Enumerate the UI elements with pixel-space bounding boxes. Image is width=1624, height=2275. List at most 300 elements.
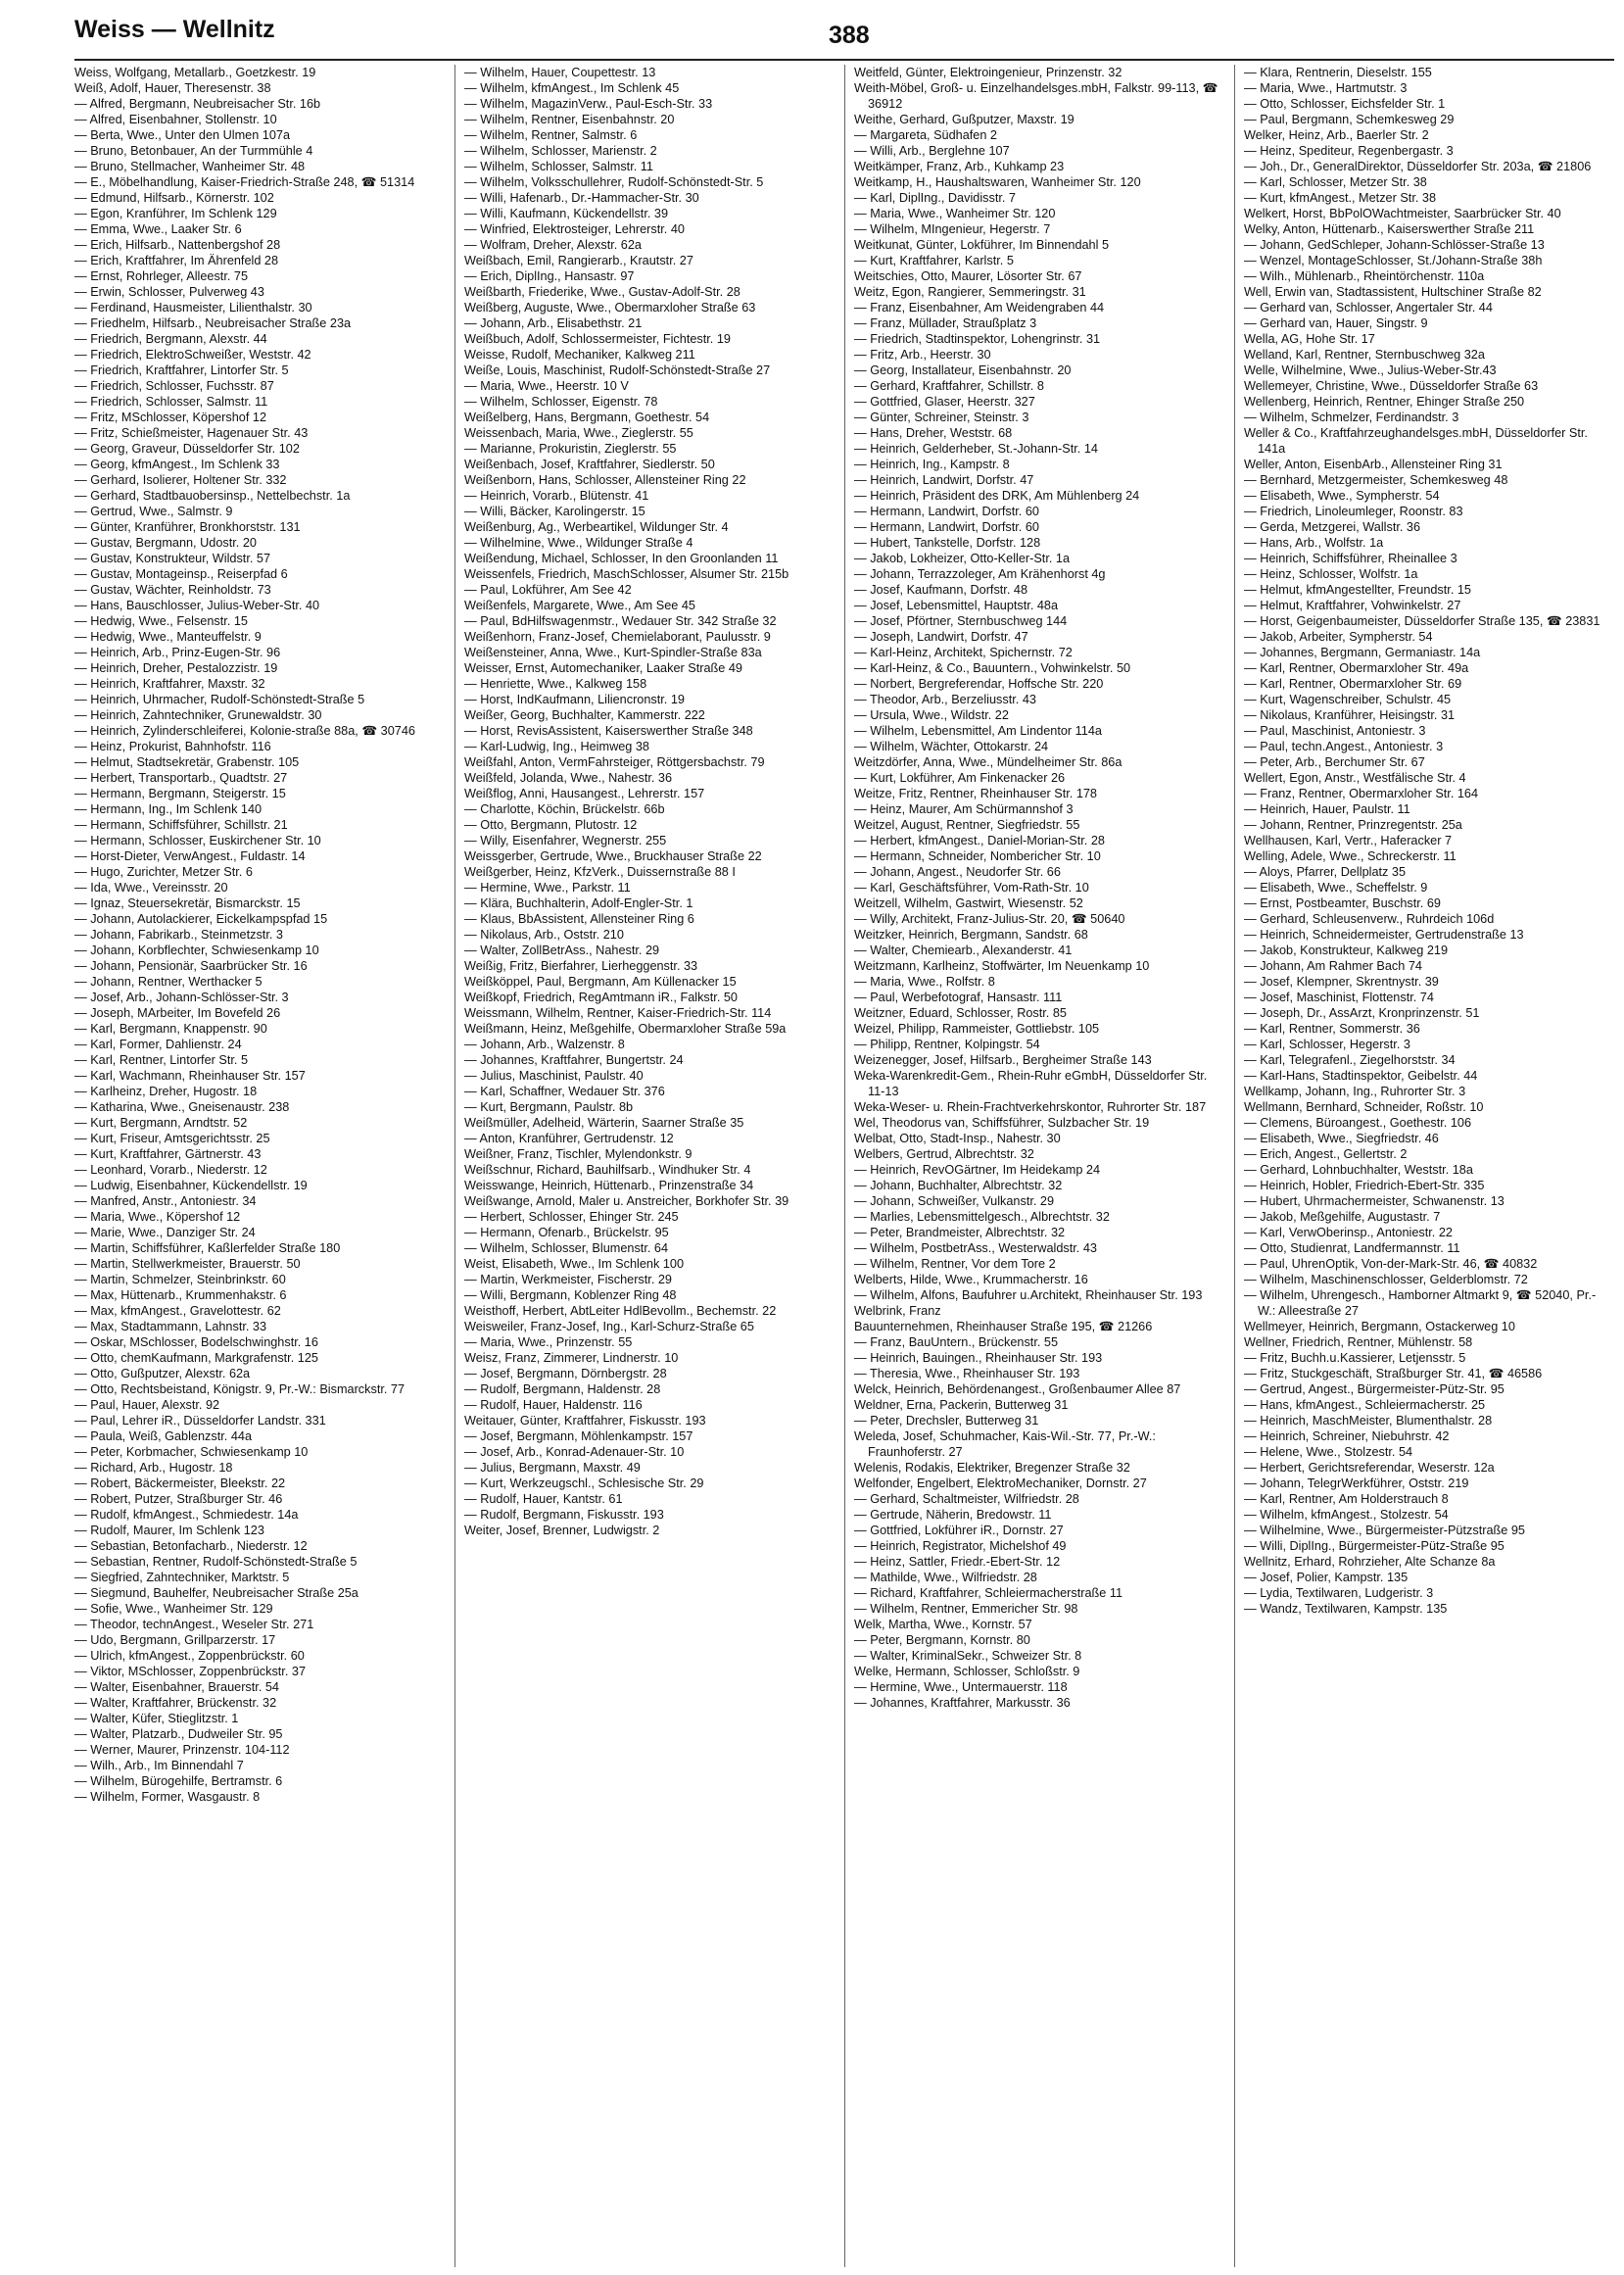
directory-entry: — Erich, Angest., Gellertstr. 2 — [1244, 1147, 1408, 1161]
directory-entry: Weißberg, Auguste, Wwe., Obermarxloher Straße 63 — [464, 301, 756, 315]
directory-entry: — Gustav, Konstrukteur, Wildstr. 57 — [74, 552, 271, 565]
directory-entry: — Heinrich, Schneidermeister, Gertrudenstraße 13 — [1244, 928, 1524, 942]
directory-entry: Welling, Adele, Wwe., Schreckerstr. 11 — [1244, 849, 1457, 863]
directory-entry: — Heinrich, MaschMeister, Blumenthalstr. 28 — [1244, 1414, 1493, 1428]
directory-entry: — Viktor, MSchlosser, Zoppenbrückstr. 37 — [74, 1665, 306, 1678]
directory-entry: Weka-Weser- u. Rhein-Frachtverkehrskontor, Ruhrorter Str. 187 — [854, 1100, 1207, 1114]
directory-entry: — Rudolf, kfmAngest., Schmiedestr. 14a — [74, 1508, 299, 1522]
directory-entry: — Johann, Arb., Walzenstr. 8 — [464, 1038, 625, 1051]
directory-entry: — Gottfried, Glaser, Heerstr. 327 — [854, 395, 1035, 409]
directory-entry: — Paul, BdHilfswagenmstr., Wedauer Str. 342 Straße 32 — [464, 614, 777, 628]
directory-entry: — Otto, Bergmann, Plutostr. 12 — [464, 818, 638, 832]
directory-entry: — Kurt, Kraftfahrer, Gärtnerstr. 43 — [74, 1147, 262, 1161]
directory-entry: — Willi, Bäcker, Karolingerstr. 15 — [464, 505, 645, 518]
directory-entry: — Paul, Lehrer iR., Düsseldorfer Landstr. 331 — [74, 1414, 326, 1428]
directory-entry: Weitzel, August, Rentner, Siegfriedstr. 55 — [854, 818, 1080, 832]
directory-entry: — Johann, Rentner, Prinzregentstr. 25a — [1244, 818, 1462, 832]
directory-entry: — Werner, Maurer, Prinzenstr. 104-112 — [74, 1743, 290, 1757]
directory-entry: — Richard, Kraftfahrer, Schleiermacherstraße 11 — [854, 1586, 1123, 1600]
directory-entry: Weißfahl, Anton, VermFahrsteiger, Röttgersbachstr. 79 — [464, 755, 765, 769]
directory-entry: — Paula, Weiß, Gablenzstr. 44a — [74, 1429, 253, 1443]
directory-entry: — Theodor, technAngest., Weseler Str. 271 — [74, 1618, 314, 1631]
directory-entry: — Rudolf, Hauer, Kantstr. 61 — [464, 1492, 623, 1506]
page-header — [74, 14, 1614, 57]
directory-entry: — Marie, Wwe., Danziger Str. 24 — [74, 1226, 256, 1239]
directory-entry: Bauunternehmen, Rheinhauser Straße 195, ☎ 21266 — [854, 1320, 1153, 1333]
directory-entry: — Heinz, Prokurist, Bahnhofstr. 116 — [74, 740, 271, 753]
directory-entry: — Wolfram, Dreher, Alexstr. 62a — [464, 238, 642, 252]
directory-entry: Welland, Karl, Rentner, Sternbuschweg 32a — [1244, 348, 1485, 362]
directory-entry: Weißenburg, Ag., Werbeartikel, Wildunger Str. 4 — [464, 520, 729, 534]
directory-entry: — Ernst, Postbeamter, Buschstr. 69 — [1244, 896, 1441, 910]
directory-entry: — Horst-Dieter, VerwAngest., Fuldastr. 14 — [74, 849, 306, 863]
directory-entry: — Herbert, Gerichtsreferendar, Weserstr. 12a — [1244, 1461, 1495, 1475]
directory-entry: Weithe, Gerhard, Gußputzer, Maxstr. 19 — [854, 113, 1075, 126]
column-3 — [854, 65, 1220, 2267]
directory-entry: — Wenzel, MontageSchlosser, St./Johann-Straße 38h — [1244, 254, 1543, 267]
directory-entry: Weith-Möbel, Groß- u. Einzelhandelsges.mbH, Falkstr. 99-113, ☎ 36912 — [854, 81, 1218, 111]
directory-entry: Wellmann, Bernhard, Schneider, Roßstr. 10 — [1244, 1100, 1484, 1114]
directory-entry: Weissgerber, Gertrude, Wwe., Bruckhauser Straße 22 — [464, 849, 762, 863]
page-number: 388 — [829, 22, 870, 49]
directory-entry: — Heinrich, Hauer, Paulstr. 11 — [1244, 802, 1410, 816]
directory-entry: — Johannes, Kraftfahrer, Bungertstr. 24 — [464, 1053, 684, 1067]
directory-entry: Weizel, Philipp, Rammeister, Gottliebstr. 105 — [854, 1022, 1100, 1036]
directory-entry: — Willi, Bergmann, Koblenzer Ring 48 — [464, 1288, 677, 1302]
column-divider — [454, 65, 455, 2267]
directory-entry: Weitzner, Eduard, Schlosser, Rostr. 85 — [854, 1006, 1067, 1020]
directory-entry: — Ludwig, Eisenbahner, Kückendellstr. 19 — [74, 1179, 308, 1192]
directory-entry: — Edmund, Hilfsarb., Körnerstr. 102 — [74, 191, 274, 205]
directory-entry: — Winfried, Elektrosteiger, Lehrerstr. 40 — [464, 222, 685, 236]
directory-entry: — Heinrich, RevOGärtner, Im Heidekamp 24 — [854, 1163, 1101, 1177]
directory-entry: — Manfred, Anstr., Antoniestr. 34 — [74, 1194, 257, 1208]
directory-entry: — Friedrich, Stadtinspektor, Lohengrinstr. 31 — [854, 332, 1101, 346]
directory-entry: — Heinz, Schlosser, Wolfstr. 1a — [1244, 567, 1418, 581]
directory-entry: — Wilhelm, MagazinVerw., Paul-Esch-Str. 33 — [464, 97, 713, 111]
directory-entry: — Wilhelmine, Wwe., Wildunger Straße 4 — [464, 536, 693, 550]
directory-entry: — Johannes, Bergmann, Germaniastr. 14a — [1244, 646, 1481, 659]
directory-entry: — Peter, Bergmann, Kornstr. 80 — [854, 1633, 1030, 1647]
directory-entry: — Max, Hüttenarb., Krummenhakstr. 6 — [74, 1288, 287, 1302]
directory-entry: — Julius, Bergmann, Maxstr. 49 — [464, 1461, 641, 1475]
directory-columns — [74, 65, 1614, 2267]
directory-entry: Weizenegger, Josef, Hilfsarb., Bergheimer Straße 143 — [854, 1053, 1152, 1067]
directory-entry: Weißig, Fritz, Bierfahrer, Lierheggenstr. 33 — [464, 959, 698, 973]
directory-entry: — Wilhelm, Alfons, Baufuhrer u.Architekt, Rheinhauser Str. 193 — [854, 1288, 1203, 1302]
directory-entry: Weißensteiner, Anna, Wwe., Kurt-Spindler-Straße 83a — [464, 646, 762, 659]
directory-entry: — Walter, Eisenbahner, Brauerstr. 54 — [74, 1680, 279, 1694]
directory-entry: Weist, Elisabeth, Wwe., Im Schlenk 100 — [464, 1257, 685, 1271]
directory-entry: — Franz, Eisenbahner, Am Weidengraben 44 — [854, 301, 1105, 315]
directory-entry: — Karl, Schaffner, Wedauer Str. 376 — [464, 1085, 665, 1098]
directory-entry: — Karl, Bergmann, Knappenstr. 90 — [74, 1022, 267, 1036]
directory-entry: — Otto, Rechtsbeistand, Königstr. 9, Pr.-W.: Bismarckstr. 77 — [74, 1382, 406, 1396]
header-rule — [74, 59, 1614, 61]
directory-entry: — Erich, Hilfsarb., Nattenbergshof 28 — [74, 238, 281, 252]
directory-entry: — Mathilde, Wwe., Wilfriedstr. 28 — [854, 1571, 1037, 1584]
directory-entry: — Hedwig, Wwe., Felsenstr. 15 — [74, 614, 248, 628]
directory-entry: — Willy, Eisenfahrer, Wegnerstr. 255 — [464, 834, 667, 847]
directory-entry: Wellkamp, Johann, Ing., Ruhrorter Str. 3 — [1244, 1085, 1466, 1098]
directory-entry: — Karl, Rentner, Am Holderstrauch 8 — [1244, 1492, 1449, 1506]
directory-entry: — Georg, kfmAngest., Im Schlenk 33 — [74, 458, 280, 471]
directory-entry: — Egon, Kranführer, Im Schlenk 129 — [74, 207, 277, 220]
directory-entry: — Johann, Autolackierer, Eickelkampspfad 15 — [74, 912, 328, 926]
directory-entry: Weißenbach, Josef, Kraftfahrer, Siedlerstr. 50 — [464, 458, 715, 471]
directory-entry: — Friedrich, Linoleumleger, Roonstr. 83 — [1244, 505, 1463, 518]
directory-entry: — Friedrich, Schlosser, Fuchsstr. 87 — [74, 379, 274, 393]
directory-entry: Wellemeyer, Christine, Wwe., Düsseldorfer Straße 63 — [1244, 379, 1539, 393]
directory-entry: — Jakob, Arbeiter, Sympherstr. 54 — [1244, 630, 1433, 644]
directory-entry: — Wilhelm, Schlosser, Marienstr. 2 — [464, 144, 657, 158]
directory-entry: — Willi, Arb., Berglehne 107 — [854, 144, 1010, 158]
directory-entry: — Friedrich, Bergmann, Alexstr. 44 — [74, 332, 267, 346]
directory-entry: — Wilhelm, Bürogehilfe, Bertramstr. 6 — [74, 1774, 283, 1788]
directory-entry: — Peter, Korbmacher, Schwiesenkamp 10 — [74, 1445, 309, 1459]
directory-entry: — Heinrich, Ing., Kampstr. 8 — [854, 458, 1010, 471]
running-head-names: Weiss — Wellnitz — [74, 16, 275, 43]
directory-entry: Weißendung, Michael, Schlosser, In den Groonlanden 11 — [464, 552, 779, 565]
directory-entry: — Philipp, Rentner, Kolpingstr. 54 — [854, 1038, 1040, 1051]
directory-entry: — Martin, Werkmeister, Fischerstr. 29 — [464, 1273, 672, 1286]
directory-entry: — Rudolf, Hauer, Haldenstr. 116 — [464, 1398, 643, 1412]
directory-entry: — Heinrich, Arb., Prinz-Eugen-Str. 96 — [74, 646, 281, 659]
directory-entry: — Alfred, Bergmann, Neubreisacher Str. 16b — [74, 97, 321, 111]
directory-entry: — Hans, kfmAngest., Schleiermacherstr. 25 — [1244, 1398, 1486, 1412]
column-4 — [1244, 65, 1610, 2267]
directory-entry: Weitze, Fritz, Rentner, Rheinhauser Str. 178 — [854, 787, 1097, 800]
directory-entry: Weißwange, Arnold, Maler u. Anstreicher, Borkhofer Str. 39 — [464, 1194, 789, 1208]
directory-entry: — Franz, BauUntern., Brückenstr. 55 — [854, 1335, 1059, 1349]
directory-entry: — Hermann, Schlosser, Euskirchener Str. 10 — [74, 834, 321, 847]
directory-entry: — Karl, Rentner, Lintorfer Str. 5 — [74, 1053, 248, 1067]
directory-entry: — Ulrich, kfmAngest., Zoppenbrückstr. 60 — [74, 1649, 305, 1663]
directory-entry: Weißgerber, Heinz, KfzVerk., Duissernstraße 88 I — [464, 865, 736, 879]
directory-entry: — Gertrud, Angest., Bürgermeister-Pütz-Str. 95 — [1244, 1382, 1505, 1396]
directory-entry: — Hans, Arb., Wolfstr. 1a — [1244, 536, 1384, 550]
directory-entry: — Wilhelmine, Wwe., Bürgermeister-Pützstraße 95 — [1244, 1524, 1525, 1537]
directory-entry: — Georg, Graveur, Düsseldorfer Str. 102 — [74, 442, 300, 456]
directory-entry: — Kurt, kfmAngest., Metzer Str. 38 — [1244, 191, 1437, 205]
directory-entry: — Walter, Chemiearb., Alexanderstr. 41 — [854, 944, 1073, 957]
directory-entry: — Paul, Maschinist, Antoniestr. 3 — [1244, 724, 1426, 738]
directory-entry: — Kurt, Bergmann, Paulstr. 8b — [464, 1100, 634, 1114]
directory-entry: — Karl, VerwOberinsp., Antoniestr. 22 — [1244, 1226, 1453, 1239]
directory-entry: — Friedrich, Schlosser, Salmstr. 11 — [74, 395, 268, 409]
directory-entry: — Johann, Am Rahmer Bach 74 — [1244, 959, 1422, 973]
directory-entry: — Josef, Polier, Kampstr. 135 — [1244, 1571, 1409, 1584]
directory-entry: — Wilhelm, Rentner, Emmericher Str. 98 — [854, 1602, 1078, 1616]
directory-entry: Weißköppel, Paul, Bergmann, Am Küllenacker 15 — [464, 975, 737, 989]
directory-entry: — Richard, Arb., Hugostr. 18 — [74, 1461, 233, 1475]
column-divider — [1234, 65, 1235, 2267]
directory-entry: — Erich, DiplIng., Hansastr. 97 — [464, 269, 635, 283]
directory-entry: — Alfred, Eisenbahner, Stollenstr. 10 — [74, 113, 277, 126]
directory-entry: — Gerhard, Lohnbuchhalter, Weststr. 18a — [1244, 1163, 1473, 1177]
directory-entry: Weißer, Georg, Buchhalter, Kammerstr. 222 — [464, 708, 705, 722]
directory-entry: Weleda, Josef, Schuhmacher, Kais-Wil.-Str. 77, Pr.-W.: Fraunhoferstr. 27 — [854, 1429, 1156, 1459]
directory-entry: — Kurt, Kraftfahrer, Karlstr. 5 — [854, 254, 1014, 267]
directory-entry: — Kurt, Lokführer, Am Finkenacker 26 — [854, 771, 1066, 785]
directory-entry: Welky, Anton, Hüttenarb., Kaiserswerther Straße 211 — [1244, 222, 1535, 236]
directory-entry: — Julius, Maschinist, Paulstr. 40 — [464, 1069, 644, 1083]
column-2 — [464, 65, 831, 2267]
directory-entry: — Gerhard van, Schlosser, Angertaler Str. 44 — [1244, 301, 1493, 315]
directory-entry: — Herbert, kfmAngest., Daniel-Morian-Str. 28 — [854, 834, 1105, 847]
directory-entry: — Fritz, Schießmeister, Hagenauer Str. 43 — [74, 426, 309, 440]
directory-entry: — Horst, Geigenbaumeister, Düsseldorfer Straße 135, ☎ 23831 — [1244, 614, 1600, 628]
directory-entry: — Heinz, Spediteur, Regenbergastr. 3 — [1244, 144, 1454, 158]
directory-entry: — Josef, Arb., Konrad-Adenauer-Str. 10 — [464, 1445, 685, 1459]
directory-entry: Weitkämper, Franz, Arb., Kuhkamp 23 — [854, 160, 1065, 173]
directory-entry: — Wilh., Mühlenarb., Rheintörchenstr. 110a — [1244, 269, 1485, 283]
directory-entry: — Marianne, Prokuristin, Zieglerstr. 55 — [464, 442, 677, 456]
directory-entry: — Wilhelm, Former, Wasgaustr. 8 — [74, 1790, 261, 1804]
directory-entry: — Heinz, Maurer, Am Schürmannshof 3 — [854, 802, 1074, 816]
directory-entry: Weissenfels, Friedrich, MaschSchlosser, Alsumer Str. 215b — [464, 567, 789, 581]
directory-entry: — Josef, Maschinist, Flottenstr. 74 — [1244, 991, 1434, 1004]
directory-entry: — Hermine, Wwe., Untermauerstr. 118 — [854, 1680, 1068, 1694]
directory-entry: — Fritz, Arb., Heerstr. 30 — [854, 348, 991, 362]
directory-entry: — Elisabeth, Wwe., Sympherstr. 54 — [1244, 489, 1440, 503]
directory-entry: — Erwin, Schlosser, Pulverweg 43 — [74, 285, 264, 299]
directory-entry: — Helene, Wwe., Stolzestr. 54 — [1244, 1445, 1413, 1459]
directory-entry: Weißschnur, Richard, Bauhilfsarb., Windhuker Str. 4 — [464, 1163, 751, 1177]
directory-entry: Welfonder, Engelbert, ElektroMechaniker, Dornstr. 27 — [854, 1476, 1147, 1490]
directory-entry: — Wilhelm, PostbetrAss., Westerwaldstr. 43 — [854, 1241, 1097, 1255]
directory-entry: Weitschies, Otto, Maurer, Lösorter Str. 67 — [854, 269, 1082, 283]
directory-entry: Welbrink, Franz — [854, 1304, 941, 1318]
directory-entry: Weitzell, Wilhelm, Gastwirt, Wiesenstr. 52 — [854, 896, 1083, 910]
directory-entry: — Wilhelm, Schlosser, Blumenstr. 64 — [464, 1241, 669, 1255]
directory-entry: — Karl-Heinz, & Co., Bauuntern., Vohwinkelstr. 50 — [854, 661, 1131, 675]
directory-entry: — Robert, Putzer, Straßburger Str. 46 — [74, 1492, 283, 1506]
directory-entry: — Henriette, Wwe., Kalkweg 158 — [464, 677, 647, 691]
directory-entry: — Otto, Gußputzer, Alexstr. 62a — [74, 1367, 251, 1380]
directory-entry: Weisthoff, Herbert, AbtLeiter HdlBevollm., Bechemstr. 22 — [464, 1304, 777, 1318]
directory-entry: — Heinrich, Vorarb., Blütenstr. 41 — [464, 489, 649, 503]
directory-entry: — Klära, Buchhalterin, Adolf-Engler-Str. 1 — [464, 896, 693, 910]
directory-entry: — Fritz, MSchlosser, Köpershof 12 — [74, 411, 267, 424]
directory-entry: Welk, Martha, Wwe., Kornstr. 57 — [854, 1618, 1032, 1631]
directory-entry: — Jakob, Meßgehilfe, Augustastr. 7 — [1244, 1210, 1441, 1224]
directory-entry: — Wilhelm, Maschinenschlosser, Gelderblomstr. 72 — [1244, 1273, 1528, 1286]
directory-entry: — Aloys, Pfarrer, Dellplatz 35 — [1244, 865, 1407, 879]
directory-entry: Weißner, Franz, Tischler, Mylendonkstr. 9 — [464, 1147, 693, 1161]
directory-entry: — Willi, Kaufmann, Kückendellstr. 39 — [464, 207, 669, 220]
directory-entry: — Wandz, Textilwaren, Kampstr. 135 — [1244, 1602, 1448, 1616]
directory-entry: Weiss, Wolfgang, Metallarb., Goetzkestr. 19 — [74, 66, 316, 79]
directory-entry: — Maria, Wwe., Heerstr. 10 V — [464, 379, 629, 393]
directory-entry: — Kurt, Bergmann, Arndtstr. 52 — [74, 1116, 248, 1130]
directory-entry: — Theodor, Arb., Berzeliusstr. 43 — [854, 693, 1036, 706]
directory-entry: — Heinrich, Hobler, Friedrich-Ebert-Str. 335 — [1244, 1179, 1485, 1192]
directory-entry: Weisswange, Heinrich, Hüttenarb., Prinzenstraße 34 — [464, 1179, 754, 1192]
directory-entry: — Josef, Bergmann, Möhlenkampstr. 157 — [464, 1429, 693, 1443]
directory-entry: — Heinrich, Dreher, Pestalozzistr. 19 — [74, 661, 278, 675]
directory-entry: — Josef, Kaufmann, Dorfstr. 48 — [854, 583, 1027, 597]
directory-entry: — Horst, RevisAssistent, Kaiserswerther Straße 348 — [464, 724, 753, 738]
directory-entry: — Joh., Dr., GeneralDirektor, Düsseldorfer Str. 203a, ☎ 21806 — [1244, 160, 1592, 173]
directory-entry: Wel, Theodorus van, Schiffsführer, Sulzbacher Str. 19 — [854, 1116, 1150, 1130]
directory-entry: — Martin, Schiffsführer, Kaßlerfelder Straße 180 — [74, 1241, 341, 1255]
directory-entry: — Wilhelm, Rentner, Vor dem Tore 2 — [854, 1257, 1056, 1271]
directory-entry: Welke, Hermann, Schlosser, Schloßstr. 9 — [854, 1665, 1080, 1678]
directory-entry: — Gerhard, Schleusenverw., Ruhrdeich 106d — [1244, 912, 1495, 926]
directory-entry: — Bruno, Betonbauer, An der Turmmühle 4 — [74, 144, 313, 158]
directory-entry: — Franz, Rentner, Obermarxloher Str. 164 — [1244, 787, 1479, 800]
directory-entry: — Josef, Klempner, Skrentnystr. 39 — [1244, 975, 1439, 989]
directory-entry: Weißbach, Emil, Rangierarb., Krautstr. 27 — [464, 254, 693, 267]
directory-entry: — Gertrude, Näherin, Bredowstr. 11 — [854, 1508, 1052, 1522]
directory-entry: — Gerda, Metzgerei, Wallstr. 36 — [1244, 520, 1421, 534]
directory-entry: — Clemens, Büroangest., Goethestr. 106 — [1244, 1116, 1472, 1130]
directory-entry: — Wilhelm, Volksschullehrer, Rudolf-Schönstedt-Str. 5 — [464, 175, 764, 189]
directory-entry: Weissenbach, Maria, Wwe., Zieglerstr. 55 — [464, 426, 693, 440]
directory-entry: — Gerhard, Kraftfahrer, Schillstr. 8 — [854, 379, 1044, 393]
directory-entry: — Karl, Telegrafenl., Ziegelhorststr. 34 — [1244, 1053, 1456, 1067]
directory-entry: — E., Möbelhandlung, Kaiser-Friedrich-Straße 248, ☎ 51314 — [74, 175, 415, 189]
directory-entry: — Heinrich, Kraftfahrer, Maxstr. 32 — [74, 677, 265, 691]
directory-entry: — Jakob, Lokheizer, Otto-Keller-Str. 1a — [854, 552, 1071, 565]
directory-entry: — Johann, Terrazzoleger, Am Krähenhorst 4g — [854, 567, 1106, 581]
directory-entry: — Johann, Angest., Neudorfer Str. 66 — [854, 865, 1061, 879]
directory-entry: — Gottfried, Lokführer iR., Dornstr. 27 — [854, 1524, 1064, 1537]
directory-entry: — Leonhard, Vorarb., Niederstr. 12 — [74, 1163, 267, 1177]
directory-entry: — Herbert, Schlosser, Ehinger Str. 245 — [464, 1210, 679, 1224]
directory-entry: — Walter, Küfer, Stieglitzstr. 1 — [74, 1712, 239, 1725]
directory-entry: — Elisabeth, Wwe., Siegfriedstr. 46 — [1244, 1132, 1439, 1145]
directory-entry: — Friedrich, ElektroSchweißer, Weststr. 42 — [74, 348, 311, 362]
directory-entry: — Hans, Bauschlosser, Julius-Weber-Str. 40 — [74, 599, 320, 612]
directory-entry: — Elisabeth, Wwe., Scheffelstr. 9 — [1244, 881, 1428, 895]
directory-entry: — Martin, Schmelzer, Steinbrinkstr. 60 — [74, 1273, 286, 1286]
directory-entry: — Katharina, Wwe., Gneisenaustr. 238 — [74, 1100, 290, 1114]
directory-entry: — Hermann, Ing., Im Schlenk 140 — [74, 802, 263, 816]
directory-entry: — Karl, Rentner, Obermarxloher Str. 69 — [1244, 677, 1462, 691]
directory-entry: — Rudolf, Bergmann, Haldenstr. 28 — [464, 1382, 661, 1396]
directory-entry: — Heinrich, Schreiner, Niebuhrstr. 42 — [1244, 1429, 1450, 1443]
directory-entry: — Franz, Müllader, Straußplatz 3 — [854, 316, 1037, 330]
directory-entry: — Josef, Lebensmittel, Hauptstr. 48a — [854, 599, 1059, 612]
directory-entry: — Karl, Schlosser, Metzer Str. 38 — [1244, 175, 1427, 189]
directory-entry: — Johann, Korbflechter, Schwiesenkamp 10 — [74, 944, 319, 957]
directory-entry: — Wilhelm, MIngenieur, Hegerstr. 7 — [854, 222, 1051, 236]
directory-entry: Weitzker, Heinrich, Bergmann, Sandstr. 68 — [854, 928, 1088, 942]
directory-entry: — Karl, Rentner, Sommerstr. 36 — [1244, 1022, 1420, 1036]
directory-entry: Welle, Wilhelmine, Wwe., Julius-Weber-Str.43 — [1244, 363, 1497, 377]
directory-entry: — Wilhelm, Lebensmittel, Am Lindentor 114a — [854, 724, 1102, 738]
directory-entry: — Willy, Architekt, Franz-Julius-Str. 20, ☎ 50640 — [854, 912, 1125, 926]
directory-entry: — Karl, DiplIng., Davidisstr. 7 — [854, 191, 1016, 205]
directory-entry: — Hermann, Schiffsführer, Schillstr. 21 — [74, 818, 288, 832]
directory-entry: — Helmut, Kraftfahrer, Vohwinkelstr. 27 — [1244, 599, 1461, 612]
directory-entry: Welenis, Rodakis, Elektriker, Bregenzer Straße 32 — [854, 1461, 1130, 1475]
directory-entry: — Helmut, Stadtsekretär, Grabenstr. 105 — [74, 755, 300, 769]
directory-entry: — Klaus, BbAssistent, Allensteiner Ring 6 — [464, 912, 694, 926]
directory-entry: — Heinrich, Zylinderschleiferei, Kolonie-straße 88a, ☎ 30746 — [74, 724, 415, 738]
directory-entry: Welker, Heinz, Arb., Baerler Str. 2 — [1244, 128, 1429, 142]
directory-entry: Weißmann, Heinz, Meßgehilfe, Obermarxloher Straße 59a — [464, 1022, 787, 1036]
directory-entry: Wellenberg, Heinrich, Rentner, Ehinger Straße 250 — [1244, 395, 1525, 409]
directory-entry: — Emma, Wwe., Laaker Str. 6 — [74, 222, 242, 236]
directory-entry: — Anton, Kranführer, Gertrudenstr. 12 — [464, 1132, 674, 1145]
directory-entry: Weitzmann, Karlheinz, Stoffwärter, Im Neuenkamp 10 — [854, 959, 1150, 973]
directory-entry: — Gerhard, Schaltmeister, Wilfriedstr. 28 — [854, 1492, 1079, 1506]
directory-entry: Weißbarth, Friederike, Wwe., Gustav-Adolf-Str. 28 — [464, 285, 740, 299]
directory-entry: — Johann, Schweißer, Vulkanstr. 29 — [854, 1194, 1055, 1208]
directory-entry: — Hermann, Bergmann, Steigerstr. 15 — [74, 787, 286, 800]
directory-entry: Weisse, Rudolf, Mechaniker, Kalkweg 211 — [464, 348, 695, 362]
directory-entry: — Maria, Wwe., Hartmutstr. 3 — [1244, 81, 1408, 95]
directory-entry: — Heinrich, Registrator, Michelshof 49 — [854, 1539, 1067, 1553]
directory-entry: Welbers, Gertrud, Albrechtstr. 32 — [854, 1147, 1034, 1161]
directory-entry: Weiße, Louis, Maschinist, Rudolf-Schönstedt-Straße 27 — [464, 363, 771, 377]
directory-entry: — Udo, Bergmann, Grillparzerstr. 17 — [74, 1633, 276, 1647]
directory-entry: — Kurt, Werkzeugschl., Schlesische Str. 29 — [464, 1476, 704, 1490]
directory-entry: — Hubert, Uhrmachermeister, Schwanenstr. 13 — [1244, 1194, 1505, 1208]
directory-entry: — Klara, Rentnerin, Dieselstr. 155 — [1244, 66, 1432, 79]
directory-entry: — Sofie, Wwe., Wanheimer Str. 129 — [74, 1602, 273, 1616]
directory-entry: — Willi, Hafenarb., Dr.-Hammacher-Str. 30 — [464, 191, 699, 205]
directory-entry: — Karl-Hans, Stadtinspektor, Geibelstr. 44 — [1244, 1069, 1478, 1083]
directory-entry: — Gerhard, Stadtbauobersinsp., Nettelbechstr. 1a — [74, 489, 351, 503]
directory-entry: Wellnitz, Erhard, Rohrzieher, Alte Schanze 8a — [1244, 1555, 1496, 1569]
directory-entry: — Peter, Drechsler, Butterweg 31 — [854, 1414, 1039, 1428]
directory-entry: — Sebastian, Betonfacharb., Niederstr. 12 — [74, 1539, 308, 1553]
directory-entry: — Ignaz, Steuersekretär, Bismarckstr. 15 — [74, 896, 301, 910]
directory-entry: — Wilhelm, Hauer, Coupettestr. 13 — [464, 66, 656, 79]
directory-entry: — Wilhelm, Rentner, Salmstr. 6 — [464, 128, 638, 142]
directory-entry: Weitz, Egon, Rangierer, Semmeringstr. 31 — [854, 285, 1086, 299]
directory-entry: — Günter, Kranführer, Bronkhorststr. 131 — [74, 520, 301, 534]
directory-entry: Weißkopf, Friedrich, RegAmtmann iR., Falkstr. 50 — [464, 991, 738, 1004]
directory-entry: — Karlheinz, Dreher, Hugostr. 18 — [74, 1085, 258, 1098]
directory-entry: — Hedwig, Wwe., Manteuffelstr. 9 — [74, 630, 262, 644]
directory-entry: — Karl, Wachmann, Rheinhauser Str. 157 — [74, 1069, 306, 1083]
directory-entry: — Martin, Stellwerkmeister, Brauerstr. 50 — [74, 1257, 301, 1271]
directory-entry: Weitzdörfer, Anna, Wwe., Mündelheimer Str. 86a — [854, 755, 1122, 769]
directory-entry: — Berta, Wwe., Unter den Ulmen 107a — [74, 128, 291, 142]
directory-entry: — Paul, UhrenOptik, Von-der-Mark-Str. 46, ☎ 40832 — [1244, 1257, 1538, 1271]
directory-entry: — Johannes, Kraftfahrer, Markusstr. 36 — [854, 1696, 1071, 1710]
directory-entry: — Johann, Fabrikarb., Steinmetzstr. 3 — [74, 928, 283, 942]
directory-entry: Weldner, Erna, Packerin, Butterweg 31 — [854, 1398, 1069, 1412]
directory-entry: — Heinrich, Bauingen., Rheinhauser Str. 193 — [854, 1351, 1103, 1365]
directory-entry: Welberts, Hilde, Wwe., Krummacherstr. 16 — [854, 1273, 1088, 1286]
directory-entry: — Erich, Kraftfahrer, Im Ährenfeld 28 — [74, 254, 279, 267]
directory-entry: Weißenborn, Hans, Schlosser, Allensteiner Ring 22 — [464, 473, 746, 487]
directory-entry: Weka-Warenkredit-Gem., Rhein-Ruhr eGmbH, Düsseldorfer Str. 11-13 — [854, 1069, 1208, 1098]
directory-entry: Weller, Anton, EisenbArb., Allensteiner Ring 31 — [1244, 458, 1503, 471]
directory-entry: — Wilhelm, Wächter, Ottokarstr. 24 — [854, 740, 1049, 753]
directory-entry: — Hermann, Schneider, Nombericher Str. 10 — [854, 849, 1101, 863]
directory-entry: Weißenhorn, Franz-Josef, Chemielaborant, Paulusstr. 9 — [464, 630, 771, 644]
directory-entry: — Friedrich, Kraftfahrer, Lintorfer Str. 5 — [74, 363, 289, 377]
directory-entry: — Kurt, Wagenschreiber, Schulstr. 45 — [1244, 693, 1452, 706]
directory-entry: — Norbert, Bergreferendar, Hoffsche Str. 220 — [854, 677, 1104, 691]
directory-entry: — Paul, Hauer, Alexstr. 92 — [74, 1398, 220, 1412]
directory-entry: Weiß, Adolf, Hauer, Theresenstr. 38 — [74, 81, 271, 95]
directory-entry: — Fritz, Buchh.u.Kassierer, Letjensstr. 5 — [1244, 1351, 1466, 1365]
directory-entry: — Jakob, Konstrukteur, Kalkweg 219 — [1244, 944, 1449, 957]
directory-entry: Wellmeyer, Heinrich, Bergmann, Ostackerweg 10 — [1244, 1320, 1515, 1333]
directory-entry: — Hermine, Wwe., Parkstr. 11 — [464, 881, 631, 895]
directory-entry: — Maria, Wwe., Wanheimer Str. 120 — [854, 207, 1056, 220]
directory-entry: Weiter, Josef, Brenner, Ludwigstr. 2 — [464, 1524, 660, 1537]
directory-entry: — Otto, Studienrat, Landfermannstr. 11 — [1244, 1241, 1460, 1255]
